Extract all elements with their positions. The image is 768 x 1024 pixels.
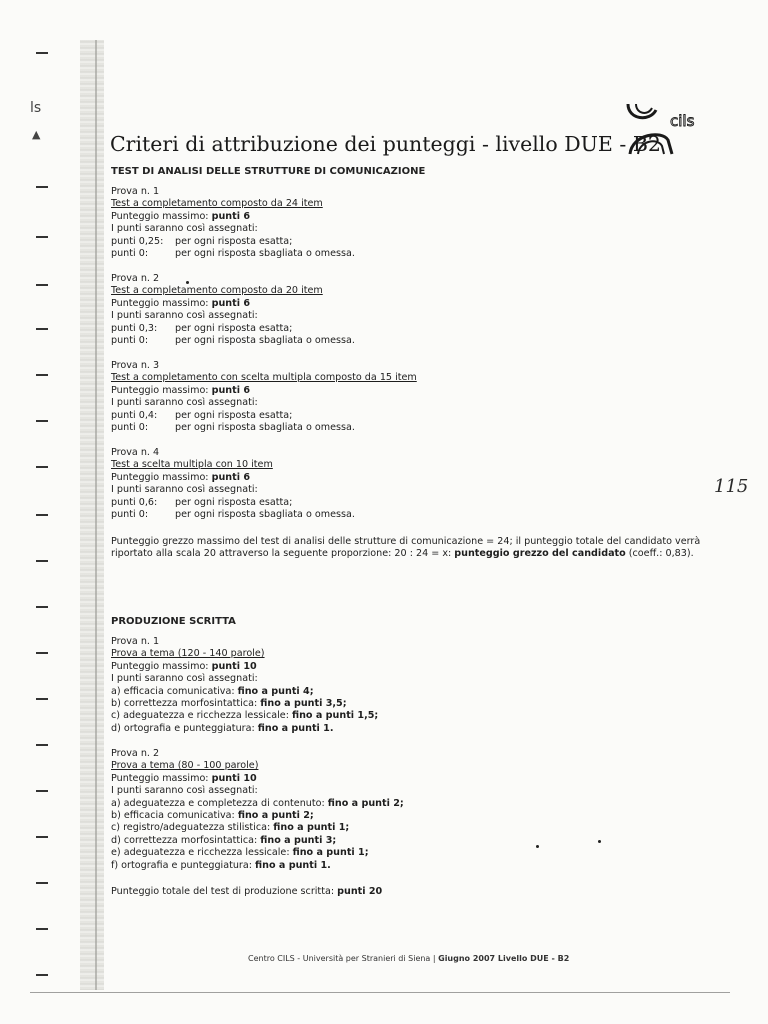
prova-name: Test a completamento con scelta multipla composto da 15 item	[111, 372, 417, 384]
assign-text: I punti saranno così assegnati:	[111, 673, 258, 685]
scan-speck	[186, 281, 189, 284]
margin-tick	[36, 744, 48, 746]
margin-tick	[36, 790, 48, 792]
prova-block-1	[111, 186, 355, 260]
prova-name: Test a completamento composto da 20 item	[111, 285, 323, 297]
prova-number: Prova n. 1	[111, 186, 160, 197]
margin-tick	[36, 284, 48, 286]
score-rule: punti 0: per ogni risposta sbagliata o omessa.	[111, 248, 355, 260]
produzione-prova-1	[111, 636, 378, 735]
max-score: Punteggio massimo: punti 6	[111, 384, 251, 396]
prova-name: Test a scelta multipla con 10 item	[111, 459, 273, 471]
assign-text: I punti saranno così assegnati:	[111, 397, 258, 409]
max-score: Punteggio massimo: punti 6	[111, 471, 251, 483]
prova-number: Prova n. 2	[111, 748, 160, 759]
score-rule: punti 0,25: per ogni risposta esatta;	[111, 235, 293, 247]
margin-tick	[36, 374, 48, 376]
prova-block-2	[111, 273, 355, 347]
scan-binding-edge	[95, 40, 97, 990]
handwritten-note: 115	[714, 476, 749, 497]
margin-tick	[36, 652, 48, 654]
prova-number: Prova n. 2	[111, 273, 160, 284]
produzione-prova-2	[111, 748, 404, 872]
criterion-item: a) efficacia comunicativa: fino a punti 4;	[111, 685, 314, 697]
margin-tick	[36, 514, 48, 516]
prova-name: Prova a tema (120 - 140 parole)	[111, 648, 265, 660]
assign-text: I punti saranno così assegnati:	[111, 785, 258, 797]
assign-text: I punti saranno così assegnati:	[111, 484, 258, 496]
margin-mark-top: ls	[30, 100, 42, 116]
margin-tick	[36, 928, 48, 930]
prova-number: Prova n. 3	[111, 360, 160, 371]
prova-number: Prova n. 1	[111, 636, 160, 647]
page-title: Criteri di attribuzione dei punteggi - livello DUE - B2	[110, 132, 661, 156]
prova-block-3	[111, 360, 417, 434]
score-rule: punti 0,3: per ogni risposta esatta;	[111, 322, 293, 334]
scan-bottom-edge	[30, 992, 730, 993]
criterion-item: c) adeguatezza e ricchezza lessicale: fino a punti 1,5;	[111, 710, 379, 722]
section-title-strutture: TEST DI ANALISI DELLE STRUTTURE DI COMUNICAZIONE	[111, 166, 426, 177]
prova-name: Prova a tema (80 - 100 parole)	[111, 760, 259, 772]
margin-tick	[36, 328, 48, 330]
score-rule: punti 0: per ogni risposta sbagliata o omessa.	[111, 422, 355, 434]
margin-tick	[36, 52, 48, 54]
score-rule: punti 0,6: per ogni risposta esatta;	[111, 496, 293, 508]
max-score: Punteggio massimo: punti 6	[111, 297, 251, 309]
scan-speck	[536, 845, 539, 848]
produzione-total: Punteggio totale del test di produzione scritta: punti 20	[111, 886, 383, 897]
criterion-item: b) efficacia comunicativa: fino a punti 2;	[111, 810, 314, 822]
prova-number: Prova n. 4	[111, 447, 160, 458]
scan-binding-shadow	[80, 40, 104, 990]
criterion-item: a) adeguatezza e completezza di contenuto: fino a punti 2;	[111, 797, 404, 809]
prova-block-4	[111, 447, 355, 521]
page-footer: Centro CILS - Università per Stranieri di Siena | Giugno 2007 Livello DUE - B2	[248, 954, 570, 963]
criterion-item: f) ortografia e punteggiatura: fino a punti 1.	[111, 859, 331, 871]
margin-tick	[36, 882, 48, 884]
criterion-item: d) ortografia e punteggiatura: fino a punti 1.	[111, 722, 334, 734]
margin-tick	[36, 466, 48, 468]
prova-name: Test a completamento composto da 24 item	[111, 198, 323, 210]
margin-tick	[36, 974, 48, 976]
margin-tick	[36, 560, 48, 562]
margin-tick	[36, 186, 48, 188]
criterion-item: e) adeguatezza e ricchezza lessicale: fino a punti 1;	[111, 847, 369, 859]
max-score: Punteggio massimo: punti 6	[111, 210, 251, 222]
score-rule: punti 0,4: per ogni risposta esatta;	[111, 409, 293, 421]
scoring-summary: Punteggio grezzo massimo del test di analisi delle strutture di comunicazione = 24; il punteggio totale del candidato verrà riportato alla scala 20 attraverso la seguente proporzione: 20 : 24 = x: punteggio grezzo del candidato (coeff.: 0,83).	[111, 536, 701, 560]
margin-tick	[36, 420, 48, 422]
margin-tick	[36, 836, 48, 838]
criterion-item: d) correttezza morfosintattica: fino a punti 3;	[111, 834, 337, 846]
assign-text: I punti saranno così assegnati:	[111, 310, 258, 322]
margin-tick	[36, 606, 48, 608]
criterion-item: b) correttezza morfosintattica: fino a punti 3,5;	[111, 698, 347, 710]
margin-tick	[36, 236, 48, 238]
max-score: Punteggio massimo: punti 10	[111, 660, 257, 672]
score-rule: punti 0: per ogni risposta sbagliata o omessa.	[111, 335, 355, 347]
margin-mark-arrow: ▲	[32, 128, 41, 141]
scan-speck	[598, 840, 601, 843]
max-score: Punteggio massimo: punti 10	[111, 772, 257, 784]
score-rule: punti 0: per ogni risposta sbagliata o omessa.	[111, 509, 355, 521]
criterion-item: c) registro/adeguatezza stilistica: fino a punti 1;	[111, 822, 350, 834]
assign-text: I punti saranno così assegnati:	[111, 223, 258, 235]
section-title-produzione: PRODUZIONE SCRITTA	[111, 616, 236, 627]
margin-tick	[36, 698, 48, 700]
logo-text: cils	[670, 112, 695, 130]
